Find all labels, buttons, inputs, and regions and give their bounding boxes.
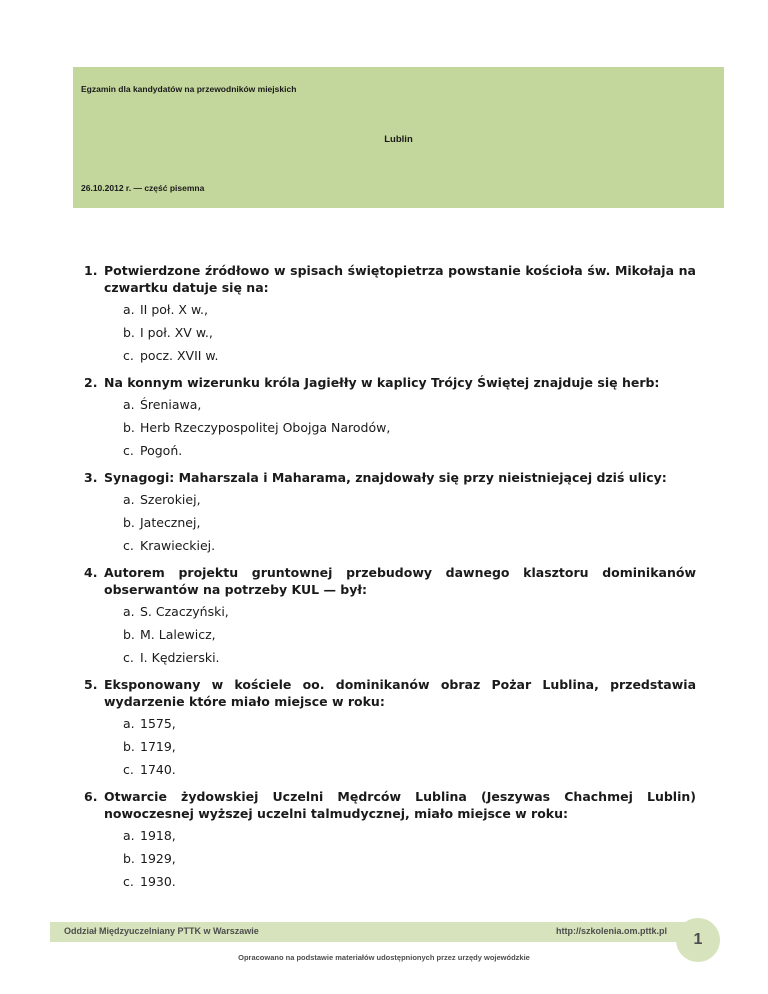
answer-letter: c. bbox=[123, 874, 134, 889]
answer-option bbox=[123, 491, 696, 508]
answer-text: M. Lalewicz, bbox=[140, 627, 216, 642]
answer-list bbox=[84, 603, 696, 666]
answer-letter: c. bbox=[123, 538, 134, 553]
answer-letter: b. bbox=[123, 420, 135, 435]
answer-text: Szerokiej, bbox=[140, 492, 201, 507]
answer-letter: b. bbox=[123, 325, 135, 340]
question-text: Synagogi: Maharszala i Maharama, znajdowały się przy nieistniejącej dziś ulicy: bbox=[104, 470, 667, 485]
question-item bbox=[84, 564, 696, 666]
question-item bbox=[84, 788, 696, 890]
question-text: Eksponowany w kościele oo. dominikanów obraz Pożar Lublina, przedstawia wydarzenie które miało miejsce w roku: bbox=[104, 677, 696, 709]
answer-letter: c. bbox=[123, 443, 134, 458]
question-text: Autorem projektu gruntownej przebudowy dawnego klasztoru dominikanów obserwantów na potrzeby KUL — był: bbox=[104, 565, 696, 597]
answer-letter: a. bbox=[123, 492, 135, 507]
answer-letter: b. bbox=[123, 515, 135, 530]
answer-option bbox=[123, 738, 696, 755]
answer-text: Krawieckiej. bbox=[140, 538, 216, 553]
exam-date: 26.10.2012 r. — część pisemna bbox=[81, 183, 205, 193]
answer-option bbox=[123, 324, 696, 341]
answer-letter: b. bbox=[123, 851, 135, 866]
question-item bbox=[84, 676, 696, 778]
answer-letter: a. bbox=[123, 302, 135, 317]
answer-list bbox=[84, 827, 696, 890]
footer-note: Opracowano na podstawie materiałów udostępnionych przez urzędy wojewódzkie bbox=[238, 953, 530, 962]
answer-list bbox=[84, 396, 696, 459]
answer-option bbox=[123, 537, 696, 554]
answer-letter: a. bbox=[123, 604, 135, 619]
answer-option bbox=[123, 827, 696, 844]
answer-text: 1929, bbox=[140, 851, 176, 866]
answer-letter: c. bbox=[123, 762, 134, 777]
answer-option bbox=[123, 626, 696, 643]
answer-text: 1918, bbox=[140, 828, 176, 843]
question-item bbox=[84, 262, 696, 364]
page-number: 1 bbox=[693, 931, 703, 948]
answer-option bbox=[123, 761, 696, 778]
answer-text: I poł. XV w., bbox=[140, 325, 213, 340]
answer-option bbox=[123, 715, 696, 732]
answer-list bbox=[84, 491, 696, 554]
answer-letter: b. bbox=[123, 627, 135, 642]
answer-letter: c. bbox=[123, 348, 134, 363]
answer-text: 1930. bbox=[140, 874, 176, 889]
answer-option bbox=[123, 419, 696, 436]
answer-letter: b. bbox=[123, 739, 135, 754]
answer-option bbox=[123, 301, 696, 318]
answer-text: 1719, bbox=[140, 739, 176, 754]
answer-text: II poł. X w., bbox=[140, 302, 208, 317]
question-number: 3. bbox=[84, 470, 98, 485]
question-list bbox=[84, 262, 696, 900]
answer-option bbox=[123, 347, 696, 364]
exam-header-box bbox=[73, 67, 724, 208]
answer-list bbox=[84, 715, 696, 778]
answer-option bbox=[123, 603, 696, 620]
answer-letter: a. bbox=[123, 397, 135, 412]
answer-text: I. Kędzierski. bbox=[140, 650, 220, 665]
question-number: 1. bbox=[84, 263, 98, 278]
question-number: 6. bbox=[84, 789, 98, 804]
question-text: Na konnym wizerunku króla Jagiełły w kaplicy Trójcy Świętej znajduje się herb: bbox=[104, 375, 660, 390]
answer-option bbox=[123, 442, 696, 459]
question-number: 2. bbox=[84, 375, 98, 390]
answer-text: Pogoń. bbox=[140, 443, 183, 458]
answer-option bbox=[123, 396, 696, 413]
answer-text: Jatecznej, bbox=[140, 515, 201, 530]
answer-option bbox=[123, 873, 696, 890]
answer-text: S. Czaczyński, bbox=[140, 604, 229, 619]
answer-letter: a. bbox=[123, 716, 135, 731]
question-text: Otwarcie żydowskiej Uczelni Mędrców Lublina (Jeszywas Chachmej Lublin) nowoczesnej wyższej uczelni talmudycznej, miało miejsce w roku: bbox=[104, 789, 696, 821]
answer-text: 1575, bbox=[140, 716, 176, 731]
answer-option bbox=[123, 514, 696, 531]
exam-city: Lublin bbox=[384, 134, 413, 145]
question-number: 5. bbox=[84, 677, 98, 692]
answer-text: Śreniawa, bbox=[140, 397, 202, 412]
answer-option bbox=[123, 649, 696, 666]
footer-organization: Oddział Międzyuczelniany PTTK w Warszawie bbox=[64, 926, 259, 936]
answer-letter: c. bbox=[123, 650, 134, 665]
answer-option bbox=[123, 850, 696, 867]
answer-text: 1740. bbox=[140, 762, 176, 777]
answer-letter: a. bbox=[123, 828, 135, 843]
answer-text: pocz. XVII w. bbox=[140, 348, 219, 363]
question-item bbox=[84, 469, 696, 554]
exam-title: Egzamin dla kandydatów na przewodników miejskich bbox=[81, 84, 297, 94]
answer-list bbox=[84, 301, 696, 364]
footer-url[interactable]: http://szkolenia.om.pttk.pl bbox=[555, 926, 667, 936]
question-item bbox=[84, 374, 696, 459]
answer-text: Herb Rzeczypospolitej Obojga Narodów, bbox=[140, 420, 391, 435]
question-text: Potwierdzone źródłowo w spisach świętopietrza powstanie kościoła św. Mikołaja na czwartku datuje się na: bbox=[104, 263, 696, 295]
question-number: 4. bbox=[84, 565, 98, 580]
